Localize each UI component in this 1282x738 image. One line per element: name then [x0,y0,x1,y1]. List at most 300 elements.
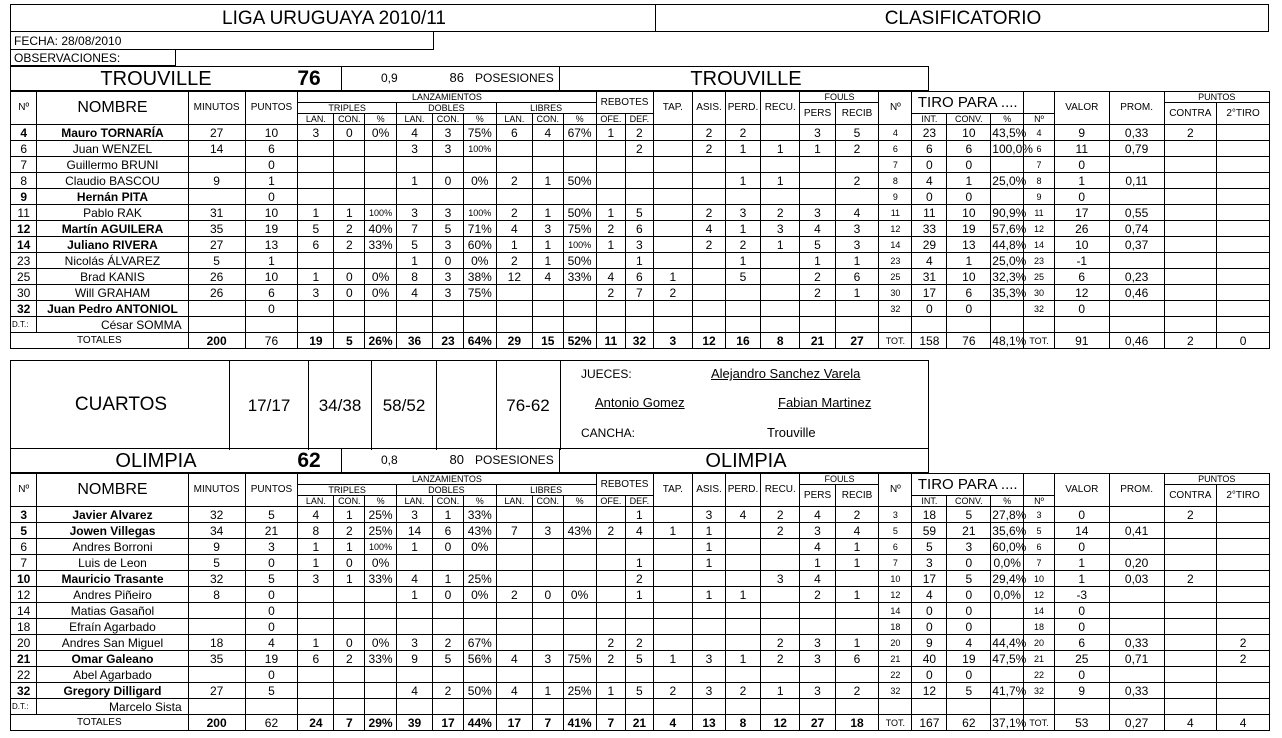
cell-lp [563,571,596,587]
cell-valor: 0 [1054,189,1109,205]
cell-tc [334,301,365,317]
cell-lc [532,603,563,619]
cell-conv: 0 [947,667,991,683]
cell-asis [693,189,726,205]
cell-pers [800,157,835,173]
col-free-throws: LIBRES [496,485,596,496]
cell-def: 1 [626,587,653,603]
cell-def: 2 [626,125,653,141]
totals-prom: 0,46 [1109,333,1164,349]
cell-pers [800,173,835,189]
cell-tc: 0 [334,125,365,141]
cell-num3: 5 [1024,523,1055,539]
cell-num3: 8 [1024,173,1055,189]
cell-valor: 9 [1054,125,1109,141]
cell-num: 5 [11,523,37,539]
player-row [11,301,1270,317]
cell-pers: 3 [800,125,835,141]
cell-contra [1164,539,1217,555]
totals-conv: 62 [947,715,991,731]
player-row [11,587,1270,603]
totals-dc: 17 [433,715,464,731]
totals-tc: 5 [334,333,365,349]
cell-dc [433,189,464,205]
cell-tl [298,603,334,619]
cell-asis: 3 [693,507,726,523]
cell-pts: 0 [245,301,298,317]
cell-contra [1164,189,1217,205]
cell-ofe: 2 [596,285,626,301]
cell-perd [725,189,760,205]
cell-lc: 3 [532,523,563,539]
player-row [11,651,1270,667]
cell-int: 12 [912,683,947,699]
cell-pct: 41,7% [992,683,1027,698]
cell-asis: 1 [693,539,726,555]
cell-num: 8 [11,173,37,189]
cell-ofe: 2 [596,523,626,539]
cell-num: 6 [11,539,37,555]
cell-pct: 44,8% [992,237,1027,252]
col-assists: ASIS. [693,474,726,507]
cell-int: 0 [912,189,947,205]
cell-name: Andres Borroni [37,539,188,555]
cell-num3: 3 [1024,507,1055,523]
team1-title-bar [10,66,929,91]
cell-def [626,157,653,173]
cell-dc: 3 [433,205,464,221]
cell-dl: 5 [396,237,432,253]
totals-row [11,715,1270,731]
cell-tc: 0 [334,555,365,571]
cell-int: 3 [912,555,947,571]
cell-recu [761,587,800,603]
cell-pts: 21 [245,523,298,539]
cell-dp [463,189,496,205]
cell-ll [496,603,532,619]
cell-name: Luis de Leon [37,555,188,571]
cell-int: 6 [912,141,947,157]
cell-tl: 3 [298,125,334,141]
cell-pct: 60,0% [992,539,1027,554]
cell-name: Omar Galeano [37,651,188,667]
cell-tap: 1 [653,523,692,539]
cell-perd: 4 [725,507,760,523]
cell-def: 1 [626,253,653,269]
cell-st [1217,587,1270,603]
cell-valor: 10 [1054,237,1109,253]
subcol-num: Nº [1024,496,1055,507]
cell-tc: 1 [334,507,365,523]
cell-pct: 47,5% [992,651,1027,666]
cell-dp: 33% [463,507,496,523]
cell-dc: 5 [433,221,464,237]
cell-recu [761,603,800,619]
cell-prom [1109,603,1164,619]
cell-min: 14 [188,141,245,157]
col-shots-group: LANZAMIENTOS [298,92,596,103]
col-fouls: FOULS [800,474,879,485]
cell-lp [563,635,596,651]
cell-num: 25 [11,269,37,285]
cell-dc [433,619,464,635]
cell-lc [532,285,563,301]
cell-dc: 2 [433,635,464,651]
cell-tl: 1 [298,205,334,221]
cell-tc: 2 [334,523,365,539]
player-row [11,507,1270,523]
cell-dl [396,157,432,173]
totals-tc: 7 [334,715,365,731]
totals-lp: 41% [563,715,596,731]
cell-tp: 0% [365,285,397,301]
cell-valor: 6 [1054,269,1109,285]
cell-num: 14 [11,603,37,619]
cell-lp: 33% [563,269,596,285]
cell-num3: 12 [1024,221,1055,237]
cell-prom [1109,507,1164,523]
cell-ofe: 4 [596,269,626,285]
cell-lp [563,157,596,173]
cell-conv: 6 [947,285,991,301]
cell-perd: 1 [725,221,760,237]
cell-lc [532,635,563,651]
cell-tc: 0 [334,285,365,301]
col-num: Nº [11,92,37,125]
cell-int: 5 [912,539,947,555]
cell-dp: 75% [463,125,496,141]
match-date: FECHA: 28/08/2010 [14,34,122,48]
cell-ofe [596,587,626,603]
cell-conv: 21 [947,523,991,539]
cell-int: 0 [912,619,947,635]
cell-conv: 0 [947,603,991,619]
player-row [11,555,1270,571]
cell-asis [693,301,726,317]
cell-tp [365,253,397,269]
cell-recib: 1 [835,539,879,555]
cell-lc [532,507,563,523]
cell-pers: 2 [800,269,835,285]
cell-num3: 6 [1024,141,1055,157]
cell-dl: 3 [396,507,432,523]
player-row [11,269,1270,285]
cell-min: 8 [188,587,245,603]
cell-st [1217,523,1270,539]
cell-tp: 33% [365,237,397,253]
col-value: VALOR [1054,92,1109,125]
cell-int: 40 [912,651,947,667]
cell-dc: 1 [433,507,464,523]
cell-ofe: 2 [596,221,626,237]
cell-perd: 5 [725,269,760,285]
cell-pers: 1 [800,555,835,571]
cell-st [1217,555,1270,571]
cell-tap [653,667,692,683]
cell-tp: 0% [365,125,397,141]
subcol-con: CON. [433,114,464,125]
cell-perd [725,571,760,587]
cell-recu [761,269,800,285]
cell-tl [298,141,334,157]
totals-pts: 62 [245,715,298,731]
cell-conv: 5 [947,571,991,587]
cell-tap [653,141,692,157]
cell-dc [433,667,464,683]
cell-pers: 1 [800,141,835,157]
cell-recib: 3 [835,237,879,253]
cell-min [188,189,245,205]
subcol-pct: % [365,114,397,125]
cell-pct: 57,6% [992,221,1027,236]
cell-num: 10 [11,571,37,587]
possessions-label: POSESIONES [475,453,554,467]
totals-dp: 44% [463,715,496,731]
col-fouls-pers: PERS [800,103,835,125]
cell-def [626,301,653,317]
col-rebounds: REBOTES [596,474,653,496]
cell-recib: 1 [835,635,879,651]
quarter-3-score: 58/52 [382,396,426,415]
cell-recu: 2 [761,651,800,667]
cell-st [1217,253,1270,269]
col-doubles: DOBLES [396,485,496,496]
cell-prom: 0,41 [1109,523,1164,539]
player-row [11,205,1270,221]
cell-num: 32 [11,683,37,699]
cell-num: 21 [11,651,37,667]
cell-ll [496,635,532,651]
cell-valor: 0 [1054,619,1109,635]
cell-def: 2 [626,571,653,587]
cell-prom [1109,587,1164,603]
cell-lp [563,141,596,157]
cell-ofe: 1 [596,125,626,141]
cell-perd [725,635,760,651]
cell-pct [991,189,1024,205]
totals-label: TOTALES [11,715,189,731]
cell-tap [653,205,692,221]
cell-pts: 0 [245,603,298,619]
cell-lp: 50% [563,173,596,189]
cell-asis: 4 [693,221,726,237]
cell-perd [725,285,760,301]
cell-tp [365,683,397,699]
phase-title: CLASIFICATORIO [884,8,1042,29]
cell-num2: 32 [879,301,912,317]
cell-name: Javier Alvarez [37,507,188,523]
cell-num2: 20 [879,635,912,651]
cell-name: Juan Pedro ANTONIOL [37,301,188,317]
cell-num2: 7 [879,157,912,173]
player-row [11,189,1270,205]
cell-min: 34 [188,523,245,539]
cell-tap [653,189,692,205]
cell-lc [532,619,563,635]
cell-lp [563,189,596,205]
cell-asis: 2 [693,205,726,221]
cell-valor: 0 [1054,667,1109,683]
cell-min: 26 [188,269,245,285]
cell-dl: 1 [396,587,432,603]
cell-lp: 75% [563,651,596,667]
cell-pts: 5 [245,571,298,587]
totals-int: 158 [912,333,947,349]
totals-dl: 36 [396,333,432,349]
cell-num: 12 [11,221,37,237]
cell-def [626,189,653,205]
cell-contra [1164,651,1217,667]
totals-tot-label: TOT. [1024,333,1055,349]
totals-recu: 12 [761,715,800,731]
cell-perd [725,157,760,173]
cell-valor: 17 [1054,205,1109,221]
cell-dl: 4 [396,125,432,141]
subcol-pct: % [365,496,397,507]
cell-prom: 0,37 [1109,237,1164,253]
cell-ll [496,539,532,555]
col-second-shot: 2°TIRO [1217,103,1270,125]
cell-perd: 2 [725,683,760,699]
cell-dp: 71% [463,221,496,237]
totals-pts: 76 [245,333,298,349]
cell-tc [334,157,365,173]
cell-lc [532,189,563,205]
cell-asis: 3 [693,683,726,699]
cell-asis [693,603,726,619]
cell-dl: 4 [396,571,432,587]
subcol-conv: CONV. [947,496,991,507]
cell-lc [532,301,563,317]
totals-recib: 18 [835,715,879,731]
cell-recib [835,603,879,619]
player-row [11,157,1270,173]
cell-pts: 6 [245,141,298,157]
cell-dl [396,603,432,619]
cell-pts: 0 [245,555,298,571]
cell-dp: 60% [463,237,496,253]
cell-prom: 0,33 [1109,683,1164,699]
cell-conv: 0 [947,555,991,571]
cell-int: 4 [912,587,947,603]
subcol-con: CON. [532,114,563,125]
cell-int: 11 [912,205,947,221]
cell-dp [463,667,496,683]
cell-perd: 1 [725,587,760,603]
player-row [11,667,1270,683]
subcol-con: CON. [334,496,365,507]
subcol-ofe: OFE. [596,496,626,507]
cell-recib: 2 [835,173,879,189]
cell-dc [433,603,464,619]
cell-ll: 2 [496,205,532,221]
cell-def: 2 [626,141,653,157]
totals-valor: 53 [1054,715,1109,731]
subcol-def: DEF. [626,496,653,507]
cell-valor: -1 [1054,253,1109,269]
cell-pts: 0 [245,619,298,635]
cell-lc [532,571,563,587]
cell-ofe [596,667,626,683]
cell-name: Matias Gasañol [37,603,188,619]
cell-min [188,603,245,619]
cell-valor: 0 [1054,301,1109,317]
cell-pts: 5 [245,683,298,699]
subcol-pct: % [563,114,596,125]
cell-conv: 1 [947,173,991,189]
col-minutes: MINUTOS [188,92,245,125]
cell-dc: 3 [433,237,464,253]
cell-num3: 9 [1024,189,1055,205]
totals-pers: 27 [800,715,835,731]
cell-dl [396,667,432,683]
cell-name: Gregory Dilligard [37,683,188,699]
col-steals: RECU. [761,92,800,125]
totals-perd: 8 [725,715,760,731]
cell-tc [334,667,365,683]
cell-num3: 23 [1024,253,1055,269]
cell-dl [396,301,432,317]
cell-int: 17 [912,285,947,301]
cell-pers: 4 [800,539,835,555]
cell-pct [991,619,1024,635]
cell-tc: 1 [334,571,365,587]
col-points: PUNTOS [245,474,298,507]
coach-name: Marcelo Sista [37,699,188,715]
cell-pts: 0 [245,587,298,603]
cell-conv: 0 [947,189,991,205]
cell-lc: 1 [532,683,563,699]
cell-num3: 11 [1024,205,1055,221]
cell-tp [365,619,397,635]
cell-contra: 2 [1164,125,1217,141]
cell-num3: 14 [1024,237,1055,253]
cell-dc: 0 [433,587,464,603]
cell-recu: 2 [761,635,800,651]
cell-name: Jowen Villegas [37,523,188,539]
subcol-lan: LAN. [298,496,334,507]
cell-asis: 3 [693,651,726,667]
cell-recu [761,301,800,317]
cell-conv: 10 [947,205,991,221]
cell-lc: 1 [532,253,563,269]
totals-asis: 12 [693,333,726,349]
cell-def: 2 [626,635,653,651]
cell-dp: 56% [463,651,496,667]
cell-dp: 0% [463,587,496,603]
cell-pers: 5 [800,237,835,253]
totals-dl: 39 [396,715,432,731]
cell-dp [463,301,496,317]
cell-pts: 10 [245,205,298,221]
col-points: PUNTOS [245,92,298,125]
cell-lc: 3 [532,651,563,667]
cell-min: 27 [188,125,245,141]
ratio-value: 0,9 [381,71,398,85]
cell-tap: 2 [653,683,692,699]
cell-dl: 1 [396,539,432,555]
cell-lp [563,603,596,619]
cell-lp [563,619,596,635]
cell-valor: 0 [1054,603,1109,619]
cell-tc [334,619,365,635]
cell-tp: 33% [365,651,397,667]
team-name-right: OLIMPIA [705,450,787,472]
cell-num3: 12 [1024,587,1055,603]
col-free-throws: LIBRES [496,103,596,114]
cell-tl: 3 [298,285,334,301]
possessions-value: 80 [449,452,464,467]
